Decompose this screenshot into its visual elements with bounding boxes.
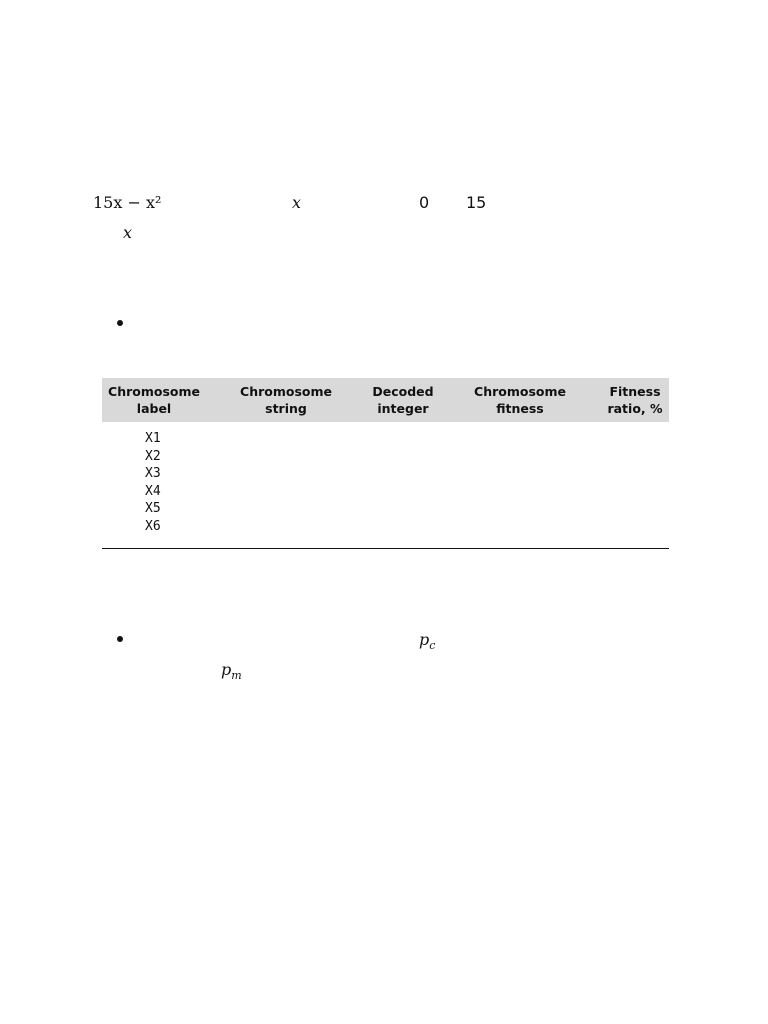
variable-x: x	[292, 193, 302, 212]
header-chromosome-fitness: Chromosome fitness	[474, 384, 566, 416]
header-chromosome-string: Chromosome string	[240, 384, 332, 416]
bullet-point-2	[117, 636, 123, 642]
table-header	[102, 378, 669, 422]
table-row: X2	[145, 448, 161, 464]
range-high-value: 15	[466, 193, 487, 212]
bullet-point-1	[117, 320, 123, 326]
table-row: X3	[145, 466, 161, 482]
header-fitness-ratio: Fitness ratio, %	[607, 384, 663, 416]
table-body	[102, 422, 669, 549]
fitness-function-expression: 15x − x²	[93, 193, 162, 212]
range-low-value: 0	[419, 193, 430, 212]
table-row: X5	[145, 501, 161, 517]
variable-x-second-line: x	[123, 223, 133, 242]
table-row: X1	[145, 431, 161, 446]
table-row: X4	[145, 483, 161, 499]
header-decoded-integer: Decoded integer	[372, 384, 434, 416]
crossover-probability-symbol: $p_c$	[419, 630, 436, 653]
chromosome-table	[102, 378, 669, 549]
header-chromosome-label: Chromosome label	[108, 384, 200, 416]
mutation-probability-symbol: $p_m$	[221, 660, 242, 683]
table-row: X6	[145, 519, 161, 534]
